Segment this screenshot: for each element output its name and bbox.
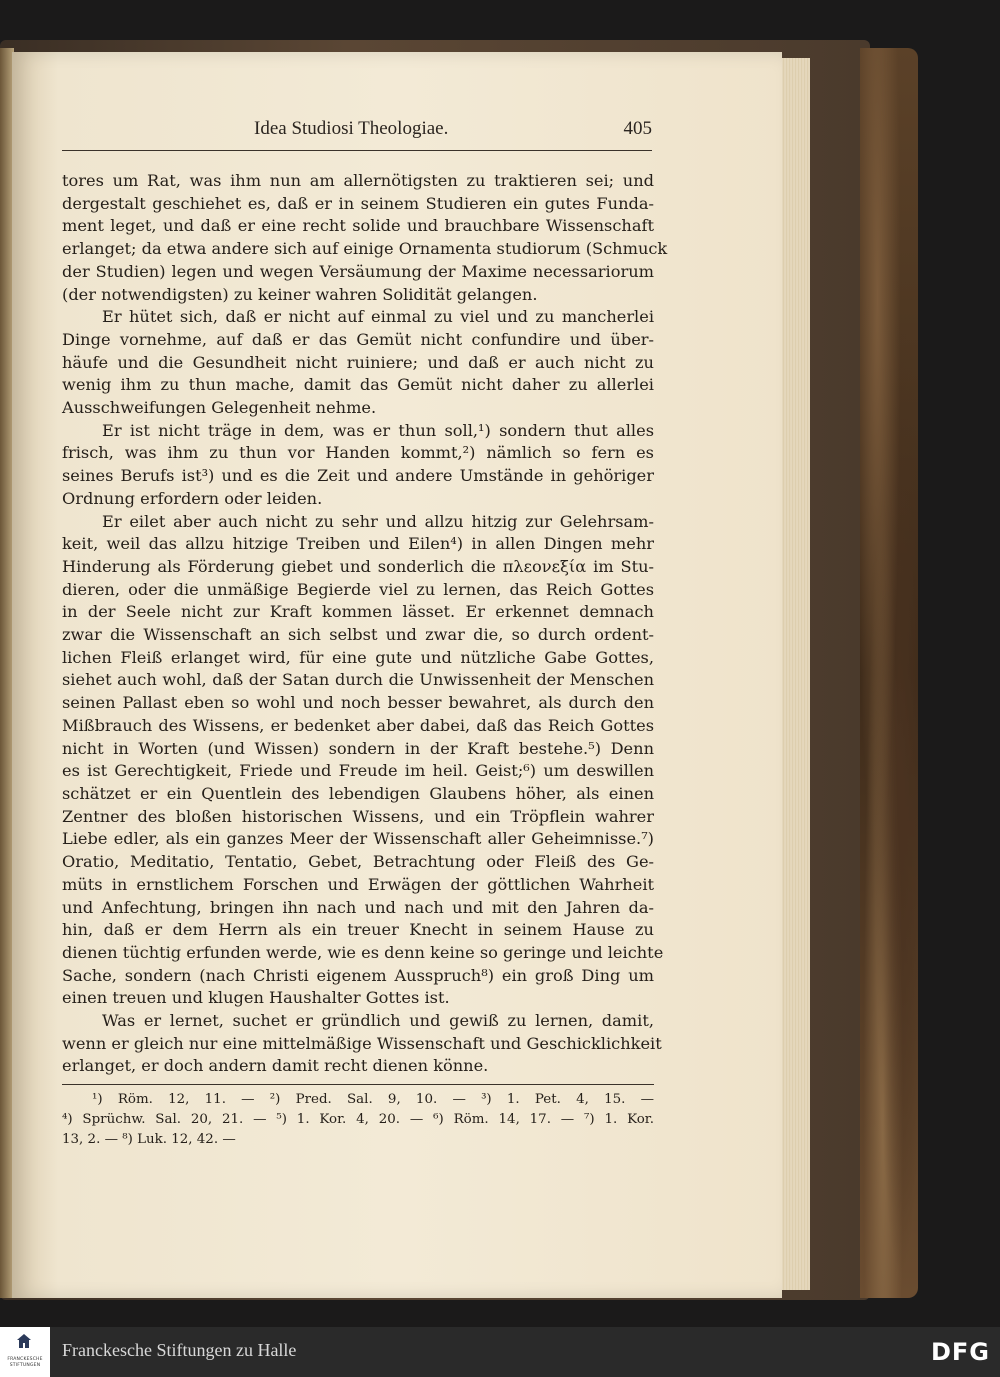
text-line: Ausschweifungen Gelegenheit nehme.: [62, 398, 377, 418]
text-line: Hinderung als Förderung giebet und sonderlich die πλεονεξία im Stu-: [62, 556, 654, 576]
text-line: seines Berufs ist³) und es die Zeit und andere Umstände in gehöriger: [62, 466, 654, 486]
text-line: tores um Rat, was ihm nun am allernötigsten zu traktieren sei; und: [62, 171, 654, 190]
text-line: Liebe edler, als ein ganzes Meer der Wissenschaft aller Geheimnisse.⁷): [62, 829, 654, 849]
text-line: häufe und die Gesundheit nicht ruiniere; und daß er auch nicht zu: [62, 352, 654, 372]
text-line: Er eilet aber auch nicht zu sehr und allzu hitzig zur Gelehrsam-: [102, 511, 654, 531]
text-line: Er ist nicht träge in dem, was er thun soll,¹) sondern thut alles: [102, 420, 654, 440]
text-line: erlanget, er doch andern damit recht dienen könne.: [62, 1056, 489, 1076]
marbled-cover-edge: [860, 48, 918, 1298]
text-line: in der Seele nicht zur Kraft kommen lässet. Er erkennet demnach: [62, 602, 654, 622]
text-line: Ordnung erfordern oder leiden.: [62, 488, 323, 508]
text-line: lichen Fleiß erlanget wird, für eine gute und nützliche Gabe Gottes,: [62, 647, 654, 667]
running-head: [60, 118, 660, 142]
text-line: Was er lernet, suchet er gründlich und gewiß zu lernen, damit,: [102, 1011, 654, 1031]
text-line: wenig ihm zu thun mache, damit das Gemüt nicht daher zu allerlei: [62, 375, 654, 395]
text-line: Er hütet sich, daß er nicht auf einmal zu viel und zu mancherlei: [102, 307, 654, 327]
text-line: Mißbrauch des Wissens, er bedenket aber dabei, daß das Reich Gottes: [62, 715, 654, 735]
text-line: wenn er gleich nur eine mittelmäßige Wissenschaft und Geschicklichkeit: [62, 1033, 662, 1053]
text-line: Dinge vornehme, auf daß er das Gemüt nicht confundire und über-: [62, 329, 654, 349]
text-line: dienen tüchtig erfunden werde, wie es denn keine so geringe und leichte: [62, 942, 664, 962]
running-head-title: Idea Studiosi Theologiae.: [254, 118, 449, 139]
dfg-logo[interactable]: DFG: [930, 1338, 990, 1366]
text-line: Sache, sondern (nach Christi eigenem Ausspruch⁸) ein groß Ding um: [62, 965, 654, 985]
footnote-line: 13, 2. — ⁸) Luk. 12, 42. —: [62, 1132, 236, 1147]
text-line: schätzet er ein Quentlein des lebendigen Glaubens höher, als einen: [62, 783, 654, 803]
text-line: dieren, oder die unmäßige Begierde viel zu lernen, das Reich Gottes: [62, 579, 654, 599]
text-line: und Anfechtung, bringen ihn nach und nach und mit den Jahren da-: [62, 897, 654, 917]
text-line: frisch, was ihm zu thun vor Handen kommt,²) nämlich so fern es: [62, 443, 654, 463]
text-line: zwar die Wissenschaft an sich selbst und zwar die, so durch ordent-: [62, 625, 654, 645]
text-line: (der notwendigsten) zu keiner wahren Solidität gelangen.: [62, 284, 538, 304]
page-number: 405: [623, 118, 652, 139]
text-line: Oratio, Meditatio, Tentatio, Gebet, Betrachtung oder Fleiß des Ge-: [62, 852, 654, 872]
text-line: der Studien) legen und wegen Versäumung der Maxime necessariorum: [62, 261, 654, 281]
institution-name[interactable]: Franckesche Stiftungen zu Halle: [62, 1340, 297, 1360]
text-line: dergestalt geschiehet es, daß er in seinem Studieren ein gutes Funda-: [62, 193, 654, 213]
logo-caption: [0, 1357, 50, 1369]
text-line: müts in ernstlichem Forschen und Erwägen der göttlichen Wahrheit: [62, 874, 654, 894]
text-line: ment leget, und daß er eine recht solide und brauchbare Wissenschaft: [62, 216, 654, 236]
footnote-line: ¹) Röm. 12, 11. — ²) Pred. Sal. 9, 10. — ³) 1. Pet. 4, 15. —: [92, 1092, 654, 1107]
text-line: hin, daß er dem Herrn als ein treuer Knecht in seinem Hause zu: [62, 920, 654, 940]
text-line: nicht in Worten (und Wissen) sondern in der Kraft bestehe.⁵) Denn: [62, 738, 654, 758]
text-line: seinen Pallast eben so wohl und noch besser bewahret, als durch den: [62, 693, 654, 713]
logo-caption-line: STIFTUNGEN: [9, 1363, 41, 1368]
logo-caption-line: FRANCKESCHE: [7, 1357, 43, 1362]
text-line: es ist Gerechtigkeit, Friede und Freude im heil. Geist;⁶) um deswillen: [62, 761, 654, 781]
header-rule: [62, 150, 652, 151]
franckesche-stiftungen-logo[interactable]: [0, 1327, 50, 1377]
text-line: keit, weil das allzu hitzige Treiben und Eilen⁴) in allen Dingen mehr: [62, 534, 654, 554]
footnotes: [62, 1090, 654, 1150]
text-line: Zentner des bloßen historischen Wissens, und ein Tröpflein wahrer: [62, 806, 654, 826]
footnote-rule: [62, 1084, 654, 1085]
text-line: einen treuen und klugen Haushalter Gottes ist.: [62, 988, 450, 1008]
orphanage-building-icon: [16, 1333, 32, 1349]
body-text: [62, 170, 668, 1078]
viewer-footer-bar: [0, 1327, 1000, 1377]
text-line: erlanget; da etwa andere sich auf einige Ornamenta studiorum (Schmuck: [62, 239, 668, 259]
footnote-line: ⁴) Sprüchw. Sal. 20, 21. — ⁵) 1. Kor. 4, 20. — ⁶) Röm. 14, 17. — ⁷) 1. Kor.: [62, 1112, 654, 1127]
text-line: siehet auch wohl, daß der Satan durch die Unwissenheit der Menschen: [62, 670, 654, 690]
